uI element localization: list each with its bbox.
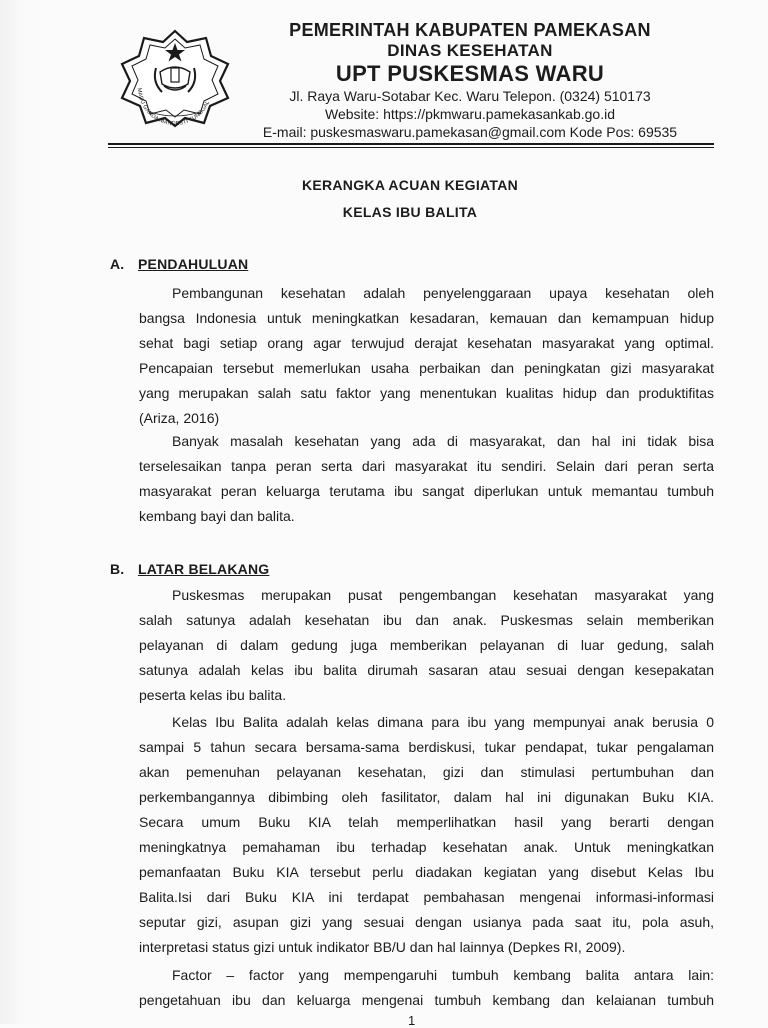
text-line: Balita.Isi dari Buku KIA ini terdapat pembahasan mengenai informasi-informasi bbox=[139, 889, 714, 905]
section-title: LATAR BELAKANG bbox=[138, 561, 270, 577]
section-title: PENDAHULUAN bbox=[138, 256, 249, 272]
government-name: PEMERINTAH KABUPATEN PAMEKASAN bbox=[289, 20, 651, 40]
text-line: bangsa Indonesia untuk meningkatkan kesadaran, kemauan dan kemampuan hidup bbox=[139, 310, 714, 326]
address-line: Jl. Raya Waru-Sotabar Kec. Waru Telepon. (0324) 510173 bbox=[289, 88, 651, 104]
text-line: sampai 5 tahun secara bersama-sama berdiskusi, tukar pendapat, tukar pengalaman bbox=[139, 739, 714, 755]
institution-name: UPT PUSKESMAS WARU bbox=[335, 61, 605, 86]
text-line: peserta kelas ibu balita. bbox=[139, 687, 287, 703]
text-line: masyarakat peran keluarga terutama ibu sangat diperlukan untuk memantau tumbuh bbox=[139, 483, 714, 499]
letterhead-rule-thin bbox=[108, 147, 714, 148]
section-number: A. bbox=[110, 256, 125, 272]
document-title: KERANGKA ACUAN KEGIATAN bbox=[301, 177, 519, 193]
text-line: interpretasi status gizi untuk indikator BB/U dan hal lainnya (Depkes RI, 2009). bbox=[139, 939, 626, 955]
email-line: E-mail: puskesmaswaru.pamekasan@gmail.com Kode Pos: 69535 bbox=[262, 124, 678, 140]
document-subtitle: KELAS IBU BALITA bbox=[342, 204, 478, 220]
website-line: Website: https://pkmwaru.pamekasankab.go.id bbox=[324, 106, 615, 122]
text-line: terselesaikan tanpa peran serta dari masyarakat itu sendiri. Selain dari peran serta bbox=[139, 458, 714, 474]
text-line: pelayanan di dalam gedung juga memberikan pelayanan di luar gedung, salah bbox=[139, 637, 714, 653]
text-line: pemanfaatan Buku KIA tersebut perlu diadakan kegiatan yang disebut Kelas Ibu bbox=[139, 864, 714, 880]
paragraph bbox=[139, 284, 714, 434]
regency-seal-logo bbox=[116, 28, 234, 128]
seal-motto-text: MADU GANDA MANDESTI TUNGGAL bbox=[135, 87, 212, 128]
text-line: seputar gizi, asupan gizi yang sesuai dengan usianya pada saat itu, pola asuh, bbox=[139, 914, 714, 930]
text-line: meningkatnya pemahaman ibu terhadap kesehatan anak. Untuk meningkatkan bbox=[139, 839, 714, 855]
text-line: Factor – factor yang mempengaruhi tumbuh kembang balita antara lain: bbox=[172, 967, 714, 983]
text-line: akan pemenuhan pelayanan kesehatan, gizi dan stimulasi pertumbuhan dan bbox=[139, 764, 714, 780]
paragraph bbox=[139, 586, 714, 711]
text-line: Pembangunan kesehatan adalah penyelenggaraan upaya kesehatan oleh bbox=[172, 285, 714, 301]
page-number: 1 bbox=[408, 1013, 416, 1028]
department-name: DINAS KESEHATAN bbox=[387, 41, 553, 60]
text-line: Kelas Ibu Balita adalah kelas dimana para ibu yang mempunyai anak berusia 0 bbox=[172, 714, 714, 730]
text-line: (Ariza, 2016) bbox=[139, 410, 220, 426]
text-line: Secara umum Buku KIA telah memperlihatkan hasil yang berarti dengan bbox=[139, 814, 714, 830]
text-line: Banyak masalah kesehatan yang ada di masyarakat, dan hal ini tidak bisa bbox=[172, 433, 714, 449]
paragraph bbox=[139, 966, 714, 1016]
text-line: pengetahuan ibu dan keluarga mengenai tumbuh kembang dan kelaianan tumbuh bbox=[139, 992, 714, 1008]
section-number: B. bbox=[110, 561, 125, 577]
section-heading-latar-belakang bbox=[110, 561, 269, 577]
text-line: salah satunya adalah kesehatan ibu dan anak. Puskesmas selain memberikan bbox=[139, 612, 714, 628]
text-line: yang merupakan salah satu faktor yang menentukan kualitas hidup dan produktifitas bbox=[139, 385, 714, 401]
paragraph bbox=[139, 432, 714, 532]
text-line: satunya adalah kelas ibu balita dirumah sasaran atau sesuai dengan kesepakatan bbox=[139, 662, 714, 678]
text-line: kembang bayi dan balita. bbox=[139, 508, 295, 524]
section-heading-pendahuluan bbox=[110, 256, 248, 272]
letterhead-rule-thick bbox=[108, 143, 714, 145]
paragraph bbox=[139, 713, 714, 963]
text-line: perkembangannya dibimbing oleh fasilitator, dalam hal ini digunakan Buku KIA. bbox=[139, 789, 714, 805]
text-line: Puskesmas merupakan pusat pengembangan kesehatan masyarakat yang bbox=[172, 587, 714, 603]
text-line: Pencapaian tersebut memerlukan usaha perbaikan dan peningkatan gizi masyarakat bbox=[139, 360, 714, 376]
text-line: sehat bagi setiap orang agar terwujud derajat kesehatan masyarakat yang optimal. bbox=[139, 335, 714, 351]
